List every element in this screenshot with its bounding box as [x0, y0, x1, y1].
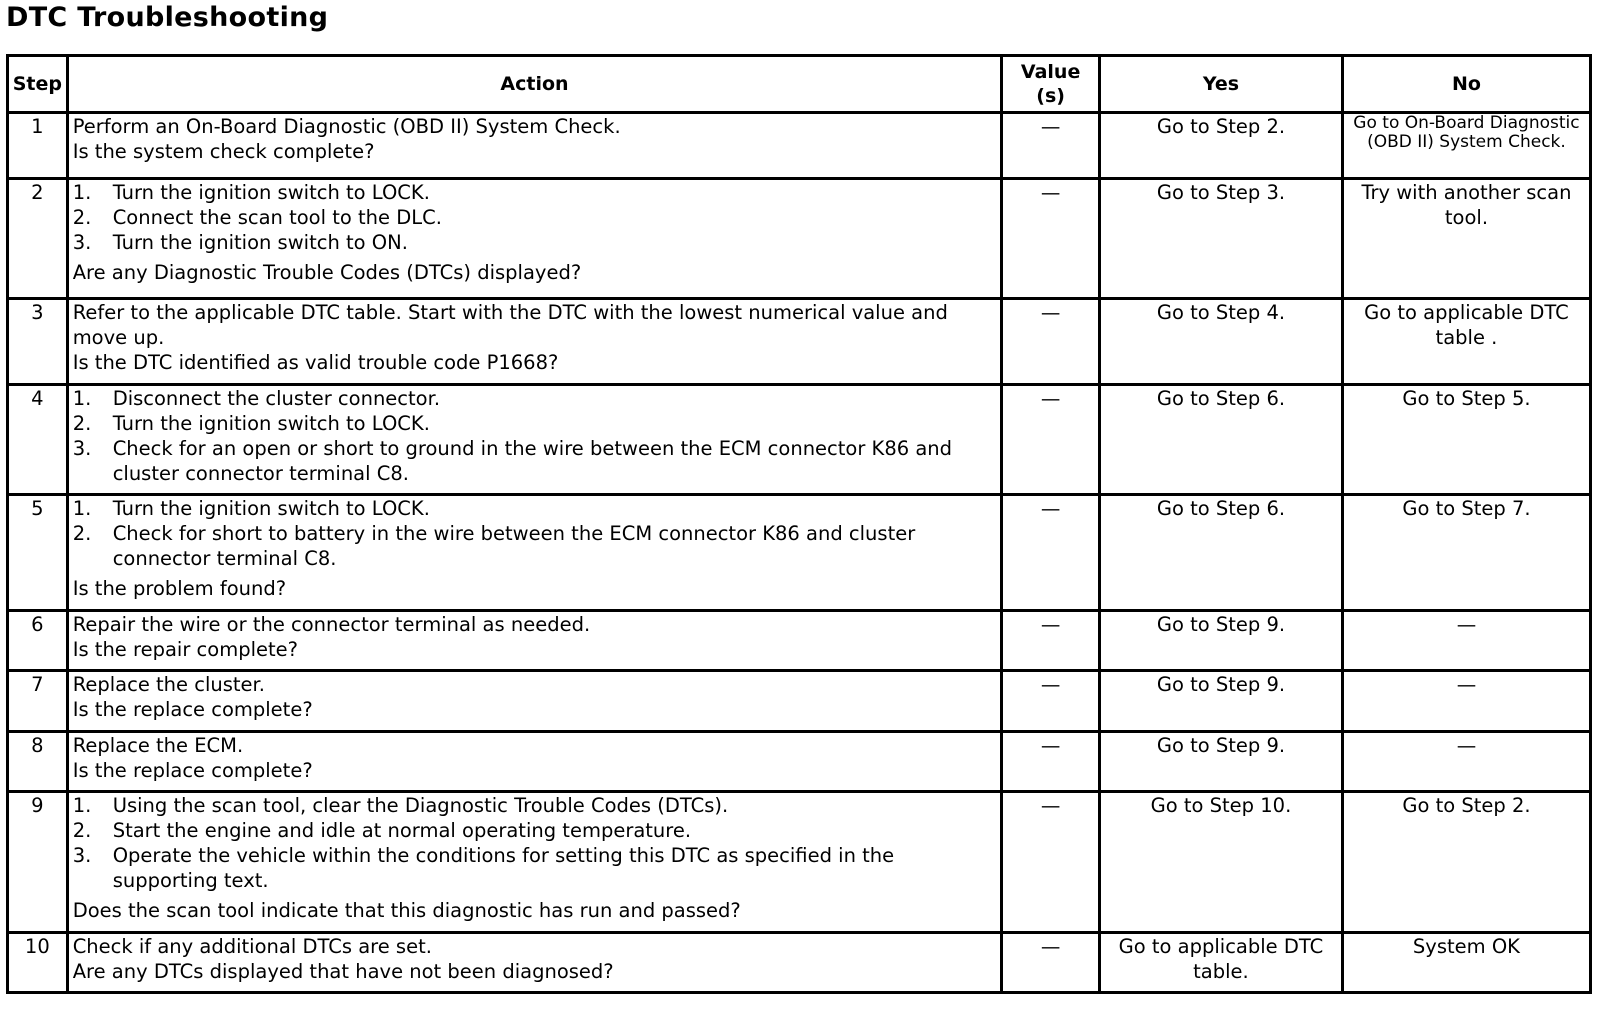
value-cell: — [1002, 299, 1100, 385]
action-question: Is the DTC identified as valid trouble code P1668? [72, 351, 559, 374]
action-step-item [73, 411, 997, 436]
action-step-text: Start the engine and idle at normal operating temperature. [112, 819, 692, 842]
step-number: 8 [8, 732, 68, 792]
header-step: Step [8, 56, 68, 113]
step-number: 2 [8, 179, 68, 299]
yes-cell: Go to Step 6. [1100, 385, 1343, 495]
action-step-text: Check for an open or short to ground in the wire between the ECM connector K86 and cluster connector terminal C8. [112, 437, 953, 485]
yes-cell: Go to Step 10. [1100, 792, 1343, 933]
action-question: Is the repair complete? [72, 638, 298, 661]
action-steps-list [73, 793, 997, 893]
action-step-text: Connect the scan tool to the DLC. [112, 206, 442, 229]
no-cell: — [1342, 611, 1590, 671]
header-yes: Yes [1100, 56, 1343, 113]
action-step-number: 1. [72, 497, 92, 520]
header-value [1002, 56, 1100, 113]
action-step-item [73, 386, 997, 411]
value-cell: — [1002, 179, 1100, 299]
value-cell: — [1002, 385, 1100, 495]
action-step-number: 1. [72, 181, 92, 204]
action-text: Repair the wire or the connector terminal as needed. [72, 613, 591, 636]
step-number: 1 [8, 113, 68, 179]
action-cell [67, 611, 1002, 671]
header-no: No [1342, 56, 1590, 113]
action-step-item [73, 230, 997, 255]
action-step-item [73, 436, 997, 486]
action-step-number: 2. [72, 206, 92, 229]
action-question: Are any DTCs displayed that have not been diagnosed? [72, 960, 614, 983]
no-cell: Go to Step 7. [1342, 495, 1590, 611]
step-number: 5 [8, 495, 68, 611]
action-step-item [73, 180, 997, 205]
action-step-item [73, 793, 997, 818]
action-step-item [73, 843, 997, 893]
value-cell: — [1002, 495, 1100, 611]
action-step-text: Check for short to battery in the wire between the ECM connector K86 and cluster connector terminal C8. [112, 522, 916, 570]
action-question: Are any Diagnostic Trouble Codes (DTCs) displayed? [72, 261, 582, 284]
action-step-number: 1. [72, 387, 92, 410]
action-cell [67, 495, 1002, 611]
action-step-item [73, 521, 997, 571]
table-row [8, 732, 1591, 792]
yes-cell: Go to Step 9. [1100, 611, 1343, 671]
table-row [8, 611, 1591, 671]
action-step-text: Turn the ignition switch to LOCK. [112, 497, 430, 520]
value-cell: — [1002, 671, 1100, 732]
table-row [8, 113, 1591, 179]
action-text: Check if any additional DTCs are set. [72, 935, 432, 958]
yes-cell: Go to Step 9. [1100, 732, 1343, 792]
value-cell: — [1002, 933, 1100, 993]
action-cell [67, 299, 1002, 385]
step-number: 10 [8, 933, 68, 993]
yes-cell: Go to Step 2. [1100, 113, 1343, 179]
no-cell: Go to Step 5. [1342, 385, 1590, 495]
action-step-text: Turn the ignition switch to ON. [112, 231, 408, 254]
yes-cell: Go to Step 3. [1100, 179, 1343, 299]
action-question: Is the problem found? [72, 577, 287, 600]
table-row [8, 179, 1591, 299]
dtc-troubleshooting-table [6, 54, 1592, 994]
table-row [8, 385, 1591, 495]
action-step-number: 2. [72, 819, 92, 842]
action-step-number: 2. [72, 522, 92, 545]
no-cell: Go to Step 2. [1342, 792, 1590, 933]
action-question: Is the system check complete? [72, 140, 375, 163]
page-title: DTC Troubleshooting [6, 2, 329, 33]
action-cell [67, 385, 1002, 495]
table-row [8, 495, 1591, 611]
value-cell: — [1002, 611, 1100, 671]
value-cell: — [1002, 113, 1100, 179]
action-cell [67, 113, 1002, 179]
yes-cell: Go to Step 9. [1100, 671, 1343, 732]
step-number: 6 [8, 611, 68, 671]
action-step-text: Using the scan tool, clear the Diagnostic Trouble Codes (DTCs). [112, 794, 729, 817]
step-number: 3 [8, 299, 68, 385]
action-cell [67, 671, 1002, 732]
yes-cell: Go to Step 6. [1100, 495, 1343, 611]
no-cell: — [1342, 732, 1590, 792]
action-step-item [73, 818, 997, 843]
action-cell [67, 732, 1002, 792]
action-steps-list [73, 180, 997, 255]
action-step-number: 3. [72, 437, 92, 460]
table-body [8, 113, 1591, 993]
action-cell [67, 792, 1002, 933]
action-step-text: Operate the vehicle within the conditions for setting this DTC as specified in the supporting text. [112, 844, 895, 892]
header-action: Action [67, 56, 1002, 113]
step-number: 7 [8, 671, 68, 732]
no-cell: System OK [1342, 933, 1590, 993]
action-step-item [73, 205, 997, 230]
no-cell: Go to applicable DTC table . [1342, 299, 1590, 385]
no-cell: — [1342, 671, 1590, 732]
header-value-line1: Value [1020, 61, 1081, 83]
step-number: 4 [8, 385, 68, 495]
action-steps-list [73, 496, 997, 571]
yes-cell: Go to Step 4. [1100, 299, 1343, 385]
action-step-text: Disconnect the cluster connector. [112, 387, 441, 410]
action-text: Replace the ECM. [72, 734, 244, 757]
step-number: 9 [8, 792, 68, 933]
action-question: Is the replace complete? [72, 759, 313, 782]
action-step-text: Turn the ignition switch to LOCK. [112, 181, 430, 204]
action-text: Perform an On-Board Diagnostic (OBD II) System Check. [72, 115, 621, 138]
action-step-number: 3. [72, 844, 92, 867]
action-cell [67, 933, 1002, 993]
no-cell: Go to On-Board Diagnostic (OBD II) System Check. [1342, 113, 1590, 179]
action-steps-list [73, 386, 997, 486]
action-step-number: 3. [72, 231, 92, 254]
action-step-item [73, 496, 997, 521]
no-cell: Try with another scan tool. [1342, 179, 1590, 299]
action-question: Does the scan tool indicate that this diagnostic has run and passed? [72, 899, 741, 922]
table-row [8, 792, 1591, 933]
action-text: Replace the cluster. [72, 673, 265, 696]
value-cell: — [1002, 792, 1100, 933]
yes-cell: Go to applicable DTC table. [1100, 933, 1343, 993]
table-row [8, 933, 1591, 993]
table-row [8, 299, 1591, 385]
action-cell [67, 179, 1002, 299]
action-text: Refer to the applicable DTC table. Start with the DTC with the lowest numerical value and move up. [72, 301, 948, 349]
action-step-text: Turn the ignition switch to LOCK. [112, 412, 430, 435]
action-question: Is the replace complete? [72, 698, 313, 721]
table-header-row [8, 56, 1591, 113]
header-value-line2: (s) [1036, 85, 1065, 107]
action-step-number: 1. [72, 794, 92, 817]
action-step-number: 2. [72, 412, 92, 435]
table-row [8, 671, 1591, 732]
value-cell: — [1002, 732, 1100, 792]
